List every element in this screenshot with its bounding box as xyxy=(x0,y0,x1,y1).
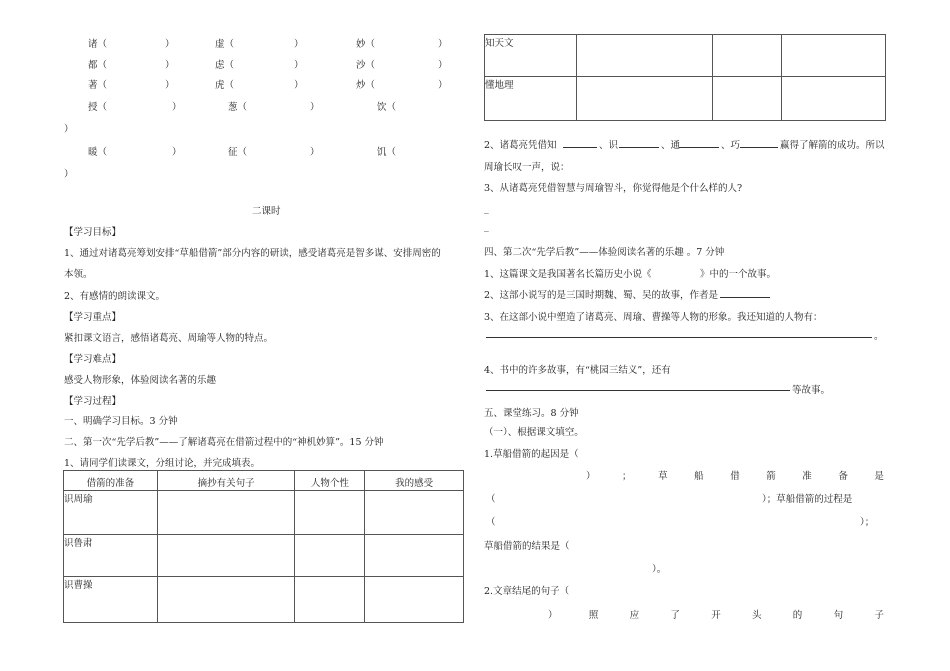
q2-part-4: 、巧 xyxy=(721,140,741,151)
q2-part-1: 2、诸葛亮凭借知 xyxy=(484,140,557,151)
answer-line[interactable] xyxy=(486,390,790,391)
table-row xyxy=(64,491,464,535)
answer-dash: _ xyxy=(484,221,489,232)
row-label: 懂地理 xyxy=(485,77,577,121)
period: 。 xyxy=(874,331,884,342)
answer-cell[interactable] xyxy=(295,577,365,623)
table-row xyxy=(485,35,886,77)
s4-q4: 4、书中的许多故事，有“桃园三结义”，还有 xyxy=(484,365,671,376)
paren-close: ） xyxy=(165,39,175,50)
paren-close: ） xyxy=(172,102,182,113)
answer-cell[interactable] xyxy=(295,535,365,577)
col-header-quotes: 摘抄有关句子 xyxy=(157,471,295,491)
row-label: 识周瑜 xyxy=(64,491,158,535)
paren-close: ） xyxy=(438,60,448,71)
char-nuan: 暖（ xyxy=(88,147,108,158)
glyph: 借 xyxy=(730,471,740,482)
answer-cell[interactable] xyxy=(365,535,464,577)
paren-close-wrap: ） xyxy=(64,124,74,135)
answer-cell[interactable] xyxy=(713,35,782,77)
paren-close: ） xyxy=(165,80,175,91)
fill-1-line-4: ）； xyxy=(860,517,875,528)
char-miao: 妙（ xyxy=(356,39,376,50)
q2-part-3: 、通 xyxy=(661,140,681,151)
answer-blank[interactable] xyxy=(679,147,719,148)
s4-q1-end: 》中的一个故事。 xyxy=(700,269,777,280)
char-chao: 炒（ xyxy=(356,80,376,91)
char-cong: 葱（ xyxy=(228,102,248,113)
answer-cell[interactable] xyxy=(576,77,713,121)
answer-cell[interactable] xyxy=(295,491,365,535)
fill-2: 2.文章结尾的句子（ xyxy=(484,586,570,597)
row-label: 识鲁肃 xyxy=(64,535,158,577)
row-label: 知天文 xyxy=(485,35,577,77)
char-dou: 都（ xyxy=(88,60,108,71)
glyph: ； xyxy=(622,471,632,482)
char-zheng: 征（ xyxy=(228,147,248,158)
col-header-personality: 人物个性 xyxy=(295,471,365,491)
glyph: 头 xyxy=(751,610,762,621)
table-row xyxy=(64,535,464,577)
answer-line[interactable] xyxy=(486,337,872,338)
fill-1-line-3: ）；草船借箭的过程是 xyxy=(762,494,853,505)
glyph: 子 xyxy=(874,610,884,621)
fill-1-line-2 xyxy=(586,468,884,482)
answer-cell[interactable] xyxy=(782,35,886,77)
difficulty-header: 【学习难点】 xyxy=(64,354,122,365)
answer-cell[interactable] xyxy=(782,77,886,121)
fill-2-line-2 xyxy=(548,607,884,621)
answer-cell[interactable] xyxy=(157,577,295,623)
glyph: 草 xyxy=(658,471,668,482)
glyph: 箭 xyxy=(766,471,776,482)
answer-cell[interactable] xyxy=(157,491,295,535)
answer-cell[interactable] xyxy=(365,577,464,623)
paren-close-wrap: ） xyxy=(64,169,74,180)
q2-line-2: 周瑜长叹一声，说： xyxy=(484,162,570,173)
step-1: 一、明确学习目标。3 分钟 xyxy=(64,416,178,427)
char-yin: 饮（ xyxy=(377,102,397,113)
goal-1-cont: 本领。 xyxy=(64,269,93,280)
lesson-title: 二课时 xyxy=(252,206,281,217)
process-header: 【学习过程】 xyxy=(64,396,122,407)
answer-blank[interactable] xyxy=(740,147,778,148)
answer-blank[interactable] xyxy=(720,297,770,298)
answer-dash: _ xyxy=(484,203,489,214)
table-row xyxy=(64,577,464,623)
s4-q2: 2、这部小说写的是三国时期魏、蜀、吴的故事，作者是 xyxy=(484,290,719,301)
glyph: 句 xyxy=(833,610,844,621)
char-shou: 授（ xyxy=(88,102,108,113)
goals-header: 【学习目标】 xyxy=(64,227,122,238)
paren-close: ） xyxy=(165,60,175,71)
glyph: 应 xyxy=(629,610,640,621)
preparation-table xyxy=(63,470,464,623)
step-2-task: 1、请同学们读课文，分组讨论，并完成填表。 xyxy=(64,458,261,469)
glyph: 照 xyxy=(588,610,599,621)
focus-header: 【学习重点】 xyxy=(64,312,122,323)
step-4: 四、第二次“先学后教”——体验阅读名著的乐趣 。7 分钟 xyxy=(484,247,725,258)
s4-q4-end: 等故事。 xyxy=(792,385,831,396)
char-zhu: 诸（ xyxy=(88,39,108,50)
step-5: 五、课堂练习。8 分钟 xyxy=(484,408,579,419)
glyph: 开 xyxy=(711,610,721,621)
answer-cell[interactable] xyxy=(576,35,713,77)
char-hu: 虎（ xyxy=(215,80,235,91)
answer-cell[interactable] xyxy=(157,535,295,577)
paren-close: ） xyxy=(310,147,320,158)
glyph: 船 xyxy=(694,471,704,482)
char-xu: 虚（ xyxy=(215,39,235,50)
glyph: 的 xyxy=(792,610,803,621)
glyph: 准 xyxy=(802,471,812,482)
answer-blank[interactable] xyxy=(563,147,597,148)
answer-cell[interactable] xyxy=(713,77,782,121)
paren-close: ） xyxy=(294,60,304,71)
q2-part-2: 、识 xyxy=(599,140,619,151)
q2-part-5: 赢得了解箭的成功。所以 xyxy=(780,140,885,151)
char-ji: 饥（ xyxy=(377,147,397,158)
answer-blank[interactable] xyxy=(619,147,659,148)
paren-open: （ xyxy=(486,494,496,505)
glyph: 了 xyxy=(670,610,680,621)
q3: 3、从诸葛亮凭借智慧与周瑜智斗，你觉得他是个什么样的人? xyxy=(484,183,743,194)
char-zhu2: 著（ xyxy=(88,80,108,91)
col-header-preparation: 借箭的准备 xyxy=(64,471,158,491)
s4-q3: 3、在这部小说中塑造了诸葛亮、周瑜、曹操等人物的形象。我还知道的人物有： xyxy=(484,312,823,323)
fill-1: 1.草船借箭的起因是（ xyxy=(484,449,579,460)
step-2: 二、第一次“先学后教”——了解诸葛亮在借箭过程中的“神机妙算”。15 分钟 xyxy=(64,437,384,448)
s4-q1-start: 1、这篇课文是我国著名长篇历史小说《 xyxy=(484,269,652,280)
glyph: 备 xyxy=(838,471,848,482)
glyph: 是 xyxy=(874,471,884,482)
glyph: ） xyxy=(548,610,558,621)
paren-close: ） xyxy=(438,39,448,50)
fill-1-result-close: ）。 xyxy=(652,564,667,575)
exercise-1: （一）、根据课文填空。 xyxy=(484,427,584,438)
paren-close: ） xyxy=(438,80,448,91)
table-row xyxy=(485,77,886,121)
col-header-feelings: 我的感受 xyxy=(365,471,464,491)
difficulty-text: 感受人物形象，体验阅读名著的乐趣 xyxy=(64,375,217,386)
paren-open: （ xyxy=(486,517,496,528)
glyph: ） xyxy=(586,471,596,482)
focus-text: 紧扣课文语言，感悟诸葛亮、周瑜等人物的特点。 xyxy=(64,333,274,344)
char-sha: 沙（ xyxy=(356,60,376,71)
paren-close: ） xyxy=(172,147,182,158)
paren-close: ） xyxy=(310,102,320,113)
goal-1: 1、通过对诸葛亮筹划安排“草船借箭”部分内容的研读，感受诸葛亮是智多谋、安排周密的 xyxy=(64,248,441,259)
goal-2: 2、有感情的朗读课文。 xyxy=(64,291,166,302)
char-lv: 虑（ xyxy=(215,60,235,71)
paren-close: ） xyxy=(294,80,304,91)
knowledge-table xyxy=(484,34,886,121)
answer-cell[interactable] xyxy=(365,491,464,535)
paren-close: ） xyxy=(294,39,304,50)
row-label: 识曹操 xyxy=(64,577,158,623)
fill-1-result: 草船借箭的结果是（ xyxy=(484,541,570,552)
